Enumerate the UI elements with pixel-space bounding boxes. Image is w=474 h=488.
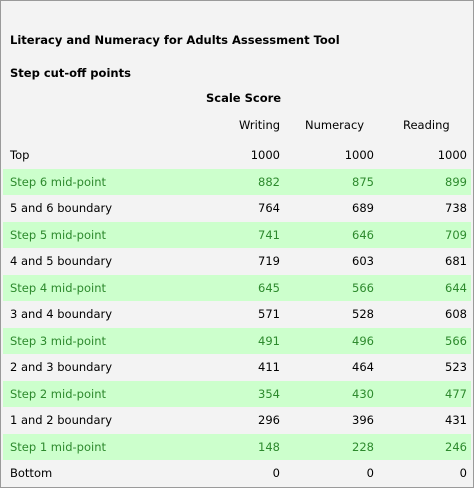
cell-reading: 738 bbox=[445, 201, 467, 215]
column-header-writing: Writing bbox=[239, 118, 281, 132]
cell-numeracy: 396 bbox=[352, 413, 374, 427]
cell-writing: 148 bbox=[258, 439, 280, 454]
cell-writing: 741 bbox=[258, 227, 280, 242]
cell-writing: 719 bbox=[258, 254, 280, 268]
table-row bbox=[3, 381, 471, 408]
cell-numeracy: 496 bbox=[352, 333, 374, 348]
table-row bbox=[3, 275, 471, 302]
cell-writing: 491 bbox=[258, 333, 280, 348]
table-row bbox=[3, 407, 471, 434]
cell-reading: 431 bbox=[445, 413, 467, 427]
table-row bbox=[3, 195, 471, 222]
cell-numeracy: 1000 bbox=[344, 148, 374, 162]
row-label: 3 and 4 boundary bbox=[10, 307, 113, 321]
section-subtitle: Step cut-off points bbox=[10, 66, 131, 80]
table-row bbox=[3, 328, 471, 355]
cell-writing: 645 bbox=[258, 280, 280, 295]
cell-numeracy: 228 bbox=[352, 439, 374, 454]
cell-numeracy: 430 bbox=[352, 386, 374, 401]
row-label: Step 4 mid-point bbox=[10, 280, 106, 295]
table-row bbox=[3, 460, 471, 487]
row-label: 4 and 5 boundary bbox=[10, 254, 113, 268]
table-row bbox=[3, 169, 471, 196]
cell-numeracy: 464 bbox=[352, 360, 374, 374]
cell-writing: 411 bbox=[258, 360, 280, 374]
cell-numeracy: 528 bbox=[352, 307, 374, 321]
cell-reading: 709 bbox=[445, 227, 467, 242]
row-label: Step 2 mid-point bbox=[10, 386, 106, 401]
row-label: Top bbox=[10, 148, 30, 162]
cell-reading: 608 bbox=[445, 307, 467, 321]
cell-reading: 1000 bbox=[437, 148, 467, 162]
row-label: 5 and 6 boundary bbox=[10, 201, 113, 215]
cell-numeracy: 0 bbox=[366, 466, 374, 480]
row-label: Step 3 mid-point bbox=[10, 333, 106, 348]
cell-numeracy: 875 bbox=[352, 174, 374, 189]
cell-writing: 882 bbox=[258, 174, 280, 189]
scale-score-header: Scale Score bbox=[206, 91, 282, 105]
cell-reading: 644 bbox=[445, 280, 467, 295]
cell-reading: 566 bbox=[445, 333, 467, 348]
cell-reading: 246 bbox=[445, 439, 467, 454]
cell-writing: 296 bbox=[258, 413, 280, 427]
cell-numeracy: 566 bbox=[352, 280, 374, 295]
row-label: Bottom bbox=[10, 466, 53, 480]
row-label: Step 1 mid-point bbox=[10, 439, 106, 454]
cell-numeracy: 689 bbox=[352, 201, 374, 215]
table-row bbox=[3, 301, 471, 328]
cell-writing: 1000 bbox=[250, 148, 280, 162]
row-label: Step 5 mid-point bbox=[10, 227, 106, 242]
table-row bbox=[3, 354, 471, 381]
table-row bbox=[3, 142, 471, 169]
cell-numeracy: 646 bbox=[352, 227, 374, 242]
cell-reading: 681 bbox=[445, 254, 467, 268]
column-header-numeracy: Numeracy bbox=[305, 118, 365, 132]
cell-writing: 0 bbox=[272, 466, 280, 480]
cell-reading: 477 bbox=[445, 386, 467, 401]
cutoff-table bbox=[3, 142, 471, 487]
page-title: Literacy and Numeracy for Adults Assessment Tool bbox=[10, 33, 340, 47]
table-row bbox=[3, 434, 471, 461]
cell-writing: 354 bbox=[258, 386, 280, 401]
cell-reading: 0 bbox=[459, 466, 467, 480]
row-label: Step 6 mid-point bbox=[10, 174, 106, 189]
cell-reading: 899 bbox=[445, 174, 467, 189]
table-row bbox=[3, 222, 471, 249]
cell-reading: 523 bbox=[445, 360, 467, 374]
row-label: 2 and 3 boundary bbox=[10, 360, 113, 374]
row-label: 1 and 2 boundary bbox=[10, 413, 113, 427]
cell-writing: 571 bbox=[258, 307, 280, 321]
table-row bbox=[3, 248, 471, 275]
cell-writing: 764 bbox=[258, 201, 280, 215]
cell-numeracy: 603 bbox=[352, 254, 374, 268]
column-header-reading: Reading bbox=[403, 118, 450, 132]
